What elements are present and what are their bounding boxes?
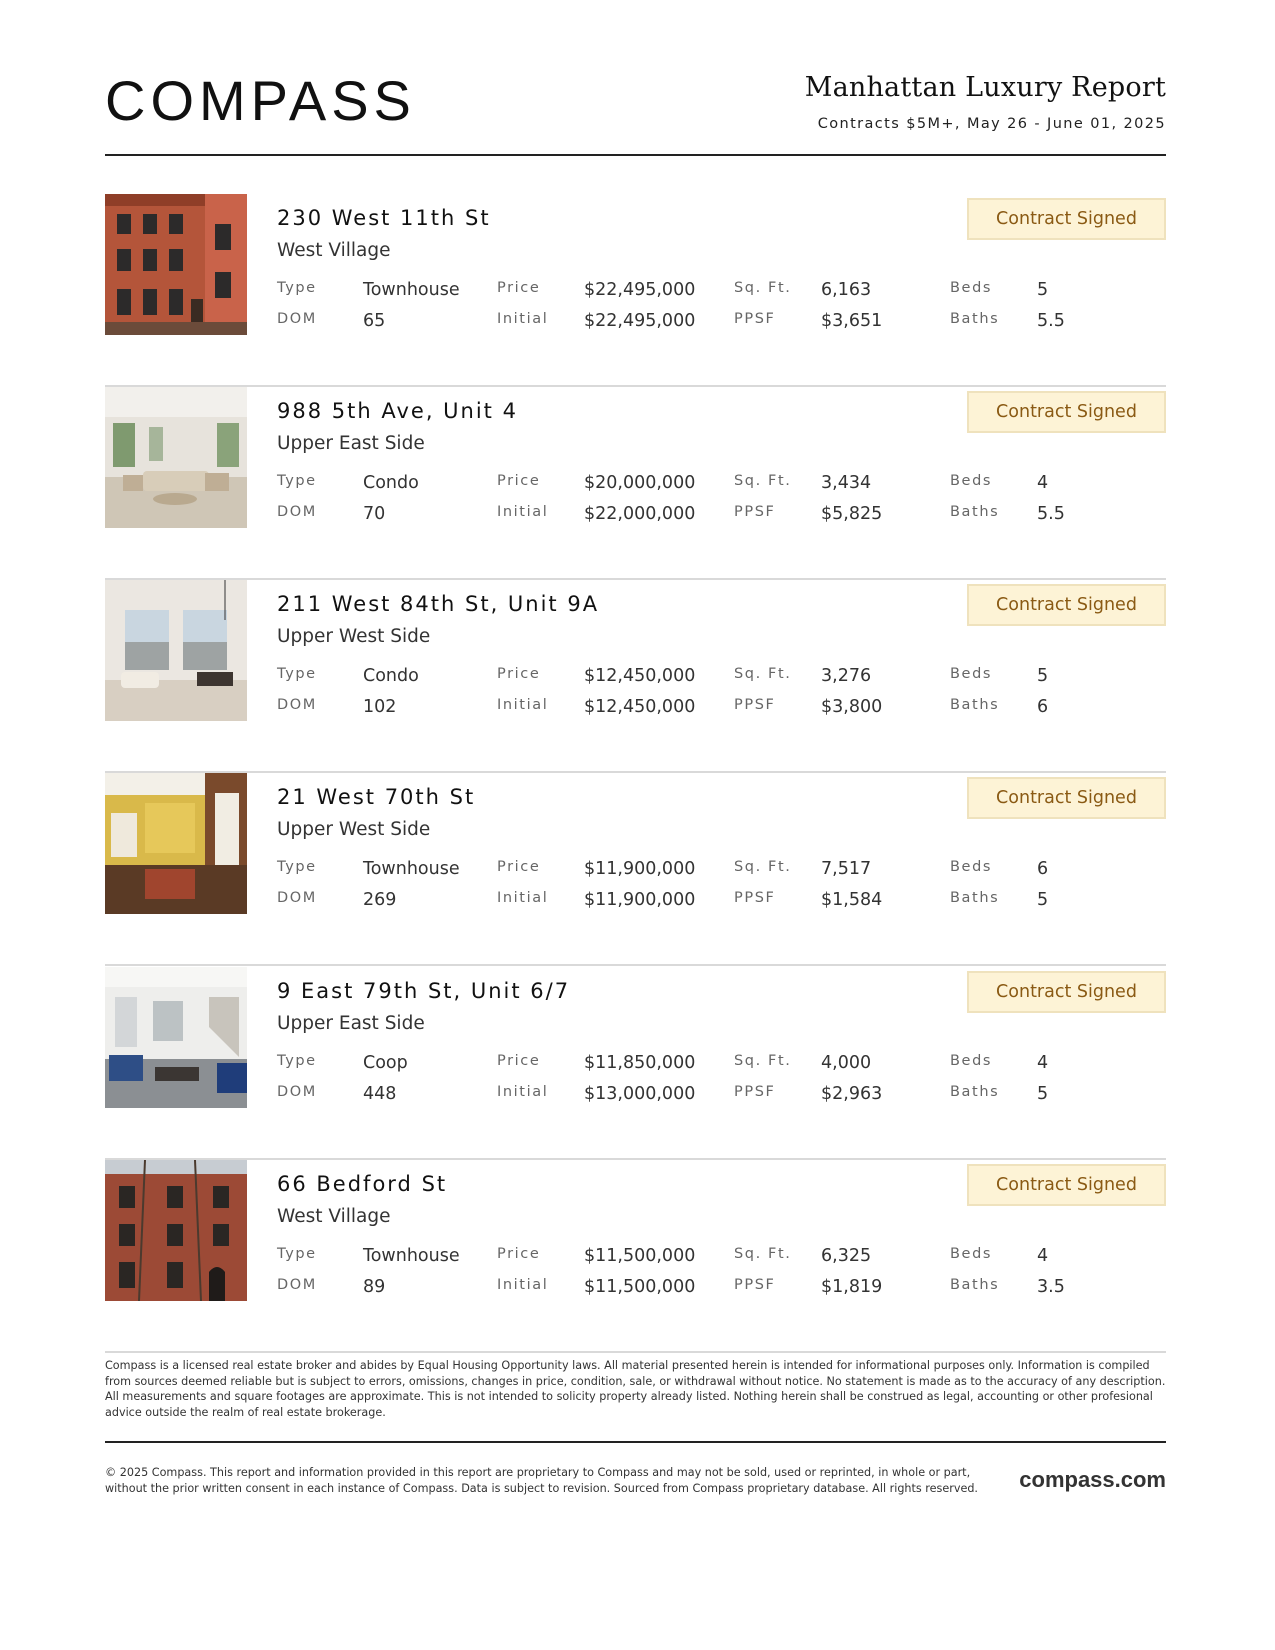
beds-value: 5 (1037, 280, 1049, 300)
sqft-label: Sq. Ft. (734, 1053, 792, 1069)
listing-address: 988 5th Ave, Unit 4 (277, 399, 518, 423)
initial-value: $13,000,000 (584, 1084, 696, 1104)
listing-neighborhood: West Village (277, 1206, 391, 1227)
baths-value: 3.5 (1037, 1277, 1065, 1297)
beds-label: Beds (950, 1246, 993, 1262)
baths-label: Baths (950, 1084, 1000, 1100)
legal-disclaimer: Compass is a licensed real estate broker and abides by Equal Housing Opportunity laws. All material presented herein is intended for informational purposes only. Information is compiled from sources deemed reliable but is subject to errors, omissions, changes in price, condition, sale, or withdrawal without notice. No statement is made as to the accuracy of any description. All measurements and square footages are approximate. This is not intended to solicity property already listed. Nothing herein shall be construed as legal, accounting or other profesional advice outside the realm of real estate brokerage. (105, 1359, 1166, 1419)
sqft-label: Sq. Ft. (734, 473, 792, 489)
price-label: Price (497, 473, 541, 489)
baths-value: 5.5 (1037, 504, 1065, 524)
baths-value: 5.5 (1037, 311, 1065, 331)
dom-label: DOM (277, 1277, 317, 1293)
listing-photo (105, 1160, 247, 1301)
dom-value: 269 (363, 890, 397, 910)
sqft-label: Sq. Ft. (734, 1246, 792, 1262)
ppsf-value: $3,651 (821, 311, 883, 331)
dom-label: DOM (277, 1084, 317, 1100)
baths-label: Baths (950, 890, 1000, 906)
beds-label: Beds (950, 280, 993, 296)
listing-card (105, 1160, 1166, 1353)
listing-address: 9 East 79th St, Unit 6/7 (277, 979, 571, 1003)
listing-neighborhood: Upper East Side (277, 433, 425, 454)
dom-label: DOM (277, 890, 317, 906)
listing-photo (105, 194, 247, 335)
listing-address: 230 West 11th St (277, 206, 491, 230)
listing-card (105, 194, 1166, 387)
type-value: Townhouse (363, 859, 460, 879)
ppsf-label: PPSF (734, 1084, 776, 1100)
footer-divider (105, 1441, 1166, 1443)
listing-card (105, 580, 1166, 773)
ppsf-value: $1,819 (821, 1277, 883, 1297)
type-label: Type (277, 280, 317, 296)
ppsf-value: $1,584 (821, 890, 883, 910)
initial-label: Initial (497, 697, 549, 713)
copyright-notice: © 2025 Compass. This report and information provided in this report are proprietary to Compass and may not be sold, used or reprinted, in whole or part, without the prior written consent in each instance of Compass. Data is subject to revision. Sourced from Compass proprietary database. All rights reserved. (105, 1466, 978, 1495)
price-value: $22,495,000 (584, 280, 696, 300)
listing-card (105, 773, 1166, 966)
listing-neighborhood: Upper West Side (277, 819, 431, 840)
ppsf-label: PPSF (734, 504, 776, 520)
initial-value: $12,450,000 (584, 697, 696, 717)
dom-value: 70 (363, 504, 386, 524)
ppsf-label: PPSF (734, 1277, 776, 1293)
ppsf-label: PPSF (734, 697, 776, 713)
dom-value: 65 (363, 311, 386, 331)
listing-neighborhood: Upper West Side (277, 626, 431, 647)
ppsf-label: PPSF (734, 890, 776, 906)
dom-label: DOM (277, 504, 317, 520)
listing-photo (105, 580, 247, 721)
baths-value: 5 (1037, 1084, 1049, 1104)
status-badge: Contract Signed (967, 584, 1166, 626)
compass-logo (105, 69, 435, 132)
dom-value: 89 (363, 1277, 386, 1297)
initial-value: $11,500,000 (584, 1277, 696, 1297)
beds-label: Beds (950, 1053, 993, 1069)
sqft-value: 3,434 (821, 473, 872, 493)
price-value: $11,500,000 (584, 1246, 696, 1266)
status-badge: Contract Signed (967, 1164, 1166, 1206)
status-badge: Contract Signed (967, 391, 1166, 433)
status-badge: Contract Signed (967, 198, 1166, 240)
initial-label: Initial (497, 1277, 549, 1293)
listing-divider (105, 1351, 1166, 1353)
initial-value: $11,900,000 (584, 890, 696, 910)
dom-label: DOM (277, 311, 317, 327)
price-value: $11,850,000 (584, 1053, 696, 1073)
sqft-value: 3,276 (821, 666, 872, 686)
type-value: Condo (363, 666, 419, 686)
ppsf-value: $3,800 (821, 697, 883, 717)
price-label: Price (497, 1246, 541, 1262)
baths-value: 5 (1037, 890, 1049, 910)
dom-value: 448 (363, 1084, 397, 1104)
website-link[interactable]: compass.com (1019, 1467, 1166, 1492)
price-label: Price (497, 666, 541, 682)
baths-label: Baths (950, 1277, 1000, 1293)
sqft-value: 6,325 (821, 1246, 872, 1266)
type-label: Type (277, 1053, 317, 1069)
listing-divider (105, 964, 1166, 966)
baths-label: Baths (950, 697, 1000, 713)
listing-photo (105, 387, 247, 528)
baths-label: Baths (950, 504, 1000, 520)
initial-label: Initial (497, 504, 549, 520)
type-label: Type (277, 859, 317, 875)
listing-address: 66 Bedford St (277, 1172, 448, 1196)
listing-address: 21 West 70th St (277, 785, 476, 809)
price-label: Price (497, 280, 541, 296)
initial-value: $22,000,000 (584, 504, 696, 524)
type-value: Townhouse (363, 1246, 460, 1266)
ppsf-label: PPSF (734, 311, 776, 327)
sqft-value: 7,517 (821, 859, 872, 879)
type-value: Coop (363, 1053, 408, 1073)
price-label: Price (497, 1053, 541, 1069)
beds-value: 4 (1037, 473, 1049, 493)
listing-neighborhood: Upper East Side (277, 1013, 425, 1034)
type-label: Type (277, 473, 317, 489)
compass-logo-wordmark: COMPASS (105, 69, 416, 132)
ppsf-value: $5,825 (821, 504, 883, 524)
beds-value: 4 (1037, 1053, 1049, 1073)
listing-neighborhood: West Village (277, 240, 391, 261)
listing-photo (105, 773, 247, 914)
status-badge: Contract Signed (967, 971, 1166, 1013)
listing-address: 211 West 84th St, Unit 9A (277, 592, 600, 616)
price-value: $12,450,000 (584, 666, 696, 686)
price-value: $11,900,000 (584, 859, 696, 879)
initial-label: Initial (497, 1084, 549, 1100)
sqft-label: Sq. Ft. (734, 280, 792, 296)
type-label: Type (277, 666, 317, 682)
type-value: Condo (363, 473, 419, 493)
beds-value: 6 (1037, 859, 1049, 879)
initial-label: Initial (497, 311, 549, 327)
sqft-label: Sq. Ft. (734, 859, 792, 875)
status-badge: Contract Signed (967, 777, 1166, 819)
sqft-label: Sq. Ft. (734, 666, 792, 682)
sqft-value: 6,163 (821, 280, 872, 300)
beds-value: 4 (1037, 1246, 1049, 1266)
type-value: Townhouse (363, 280, 460, 300)
price-label: Price (497, 859, 541, 875)
dom-value: 102 (363, 697, 397, 717)
baths-value: 6 (1037, 697, 1049, 717)
price-value: $20,000,000 (584, 473, 696, 493)
initial-label: Initial (497, 890, 549, 906)
ppsf-value: $2,963 (821, 1084, 883, 1104)
report-header (105, 70, 1166, 156)
listing-card (105, 387, 1166, 580)
beds-label: Beds (950, 666, 993, 682)
dom-label: DOM (277, 697, 317, 713)
report-title: Manhattan Luxury Report (804, 72, 1166, 103)
header-divider (105, 154, 1166, 156)
baths-label: Baths (950, 311, 1000, 327)
initial-value: $22,495,000 (584, 311, 696, 331)
beds-value: 5 (1037, 666, 1049, 686)
type-label: Type (277, 1246, 317, 1262)
beds-label: Beds (950, 473, 993, 489)
sqft-value: 4,000 (821, 1053, 872, 1073)
beds-label: Beds (950, 859, 993, 875)
listing-photo (105, 967, 247, 1108)
listing-card (105, 967, 1166, 1160)
report-subtitle: Contracts $5M+, May 26 - June 01, 2025 (817, 116, 1166, 132)
